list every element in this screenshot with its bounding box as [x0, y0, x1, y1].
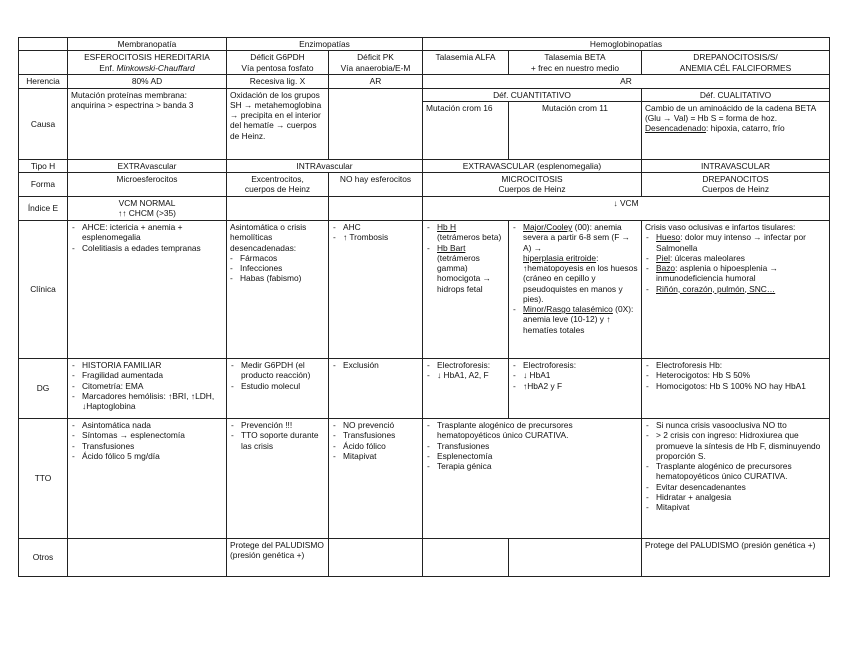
list-item: - AHCE: ictericia + anemia + esplenomegalia	[82, 222, 223, 243]
list-item: - Ácido fólico	[343, 441, 419, 451]
list-item: - AHC	[343, 222, 419, 232]
tto-esferocitosis	[68, 419, 227, 539]
list-item: - Infecciones	[240, 263, 325, 273]
list-item: - Mitapivat	[343, 451, 419, 461]
list-item: - ↑ Trombosis	[343, 232, 419, 242]
col-esferocitosis	[68, 51, 227, 75]
col-talasemia-alfa	[423, 51, 509, 75]
clinica-alfa	[423, 221, 509, 359]
tipoh-drepanocitosis: INTRAVASCULAR	[642, 159, 830, 172]
group-membranopatia: Membranopatía	[68, 38, 227, 51]
list-item: - Transfusiones	[343, 430, 419, 440]
otros-alfa	[423, 539, 509, 577]
list-item: - Trasplante alogénico de precursores hematopoyéticos único CURATIVA.	[437, 420, 638, 441]
forma-talasemias: MICROCITOSIS Cuerpos de Heinz	[423, 173, 642, 197]
list-item: - Riñón, corazón, pulmón, SNC…	[656, 284, 826, 294]
tipoh-enzimopatias: INTRAvascular	[227, 159, 423, 172]
list-item: - Esplenectomía	[437, 451, 638, 461]
dg-esferocitosis	[68, 359, 227, 419]
list-item: - Minor/Rasgo talasémico (0X): anemia leve (10-12) y ↑ hematíes totales	[523, 304, 638, 335]
dg-alfa	[423, 359, 509, 419]
forma-esferocitosis: Microesferocitos	[68, 173, 227, 197]
list-item: - Electroforesis:	[437, 360, 505, 370]
list-item: - Major/Cooley (00): anemia severa a partir 6-8 sem (F → A) → hiperplasia eritroide: ↑hematopoyesis en los huesos (cráneo en cepillo y pseudoquistes en manos y pies).	[523, 222, 638, 304]
clinica-beta	[509, 221, 642, 359]
forma-drepanocitosis: DREPANOCITOS Cuerpos de Heinz	[642, 173, 830, 197]
herencia-pk: AR	[329, 75, 423, 88]
col-talasemia-beta	[509, 51, 642, 75]
list-item: - Bazo: asplenia o hipoesplenia → inmunodeficiencia humoral	[656, 263, 826, 284]
causa-beta: Mutación crom 11	[509, 101, 642, 159]
causa-esferocitosis: Mutación proteínas membrana: anquirina > espectrina > banda 3	[68, 88, 227, 159]
list-item: - Electroforesis:	[523, 360, 638, 370]
forma-pk: NO hay esferocitos	[329, 173, 423, 197]
causa-pk	[329, 88, 423, 159]
row-label-forma: Forma	[19, 173, 68, 197]
col-subtitle: + frec en nuestro medio	[530, 62, 620, 73]
indice-esferocitosis: VCM NORMAL ↑↑ CHCM (>35)	[68, 197, 227, 221]
otros-drepanocitosis: Protege del PALUDISMO (presión genética +)	[642, 539, 830, 577]
list-item: - Hidratar + analgesia	[656, 492, 826, 502]
row-label-herencia: Herencia	[19, 75, 68, 88]
row-label-tto: TTO	[19, 419, 68, 539]
forma-g6pd: Excentrocitos, cuerpos de Heinz	[227, 173, 329, 197]
col-drepanocitosis	[642, 51, 830, 75]
col-title: ESFEROCITOSIS HEREDITARIA	[84, 52, 210, 63]
col-subtitle: ANEMIA CÉL FALCIFORMES	[679, 62, 792, 73]
list-item: - Fragilidad aumentada	[82, 370, 223, 380]
row-label-dg: DG	[19, 359, 68, 419]
col-pk	[329, 51, 423, 75]
list-item: - Heterocigotos: Hb S 50%	[656, 370, 826, 380]
col-title: Déficit G6PDH	[250, 52, 305, 63]
dg-pk	[329, 359, 423, 419]
list-item: - Hb H (tetrámeros beta)	[437, 222, 505, 243]
list-item: - Marcadores hemólisis: ↑BRI, ↑LDH, ↓Haptoglobina	[82, 391, 223, 412]
clinica-drepanocitosis: Crisis vaso oclusivas e infartos tisulares: - Hueso: dolor muy intenso → infectar por Salmonella - Piel: úlceras maleolares - Bazo: asplenia o hipoesplenia → inmunodeficiencia humoral - Riñón, corazón, pulmón, SNC…	[642, 221, 830, 359]
row-label-otros: Otros	[19, 539, 68, 577]
dg-g6pd	[227, 359, 329, 419]
group-hemoglobinopatias: Hemoglobinopatías	[423, 38, 830, 51]
list-item: - > 2 crisis con ingreso: Hidroxiurea que promueve la síntesis de Hb F, disminuyendo proporción S.	[656, 430, 826, 461]
list-item: - Prevención !!!	[241, 420, 325, 430]
otros-g6pd: Protege del PALUDISMO (presión genética +)	[227, 539, 329, 577]
col-title: DREPANOCITOSIS/S/	[693, 52, 778, 63]
clinica-esferocitosis	[68, 221, 227, 359]
indice-g6pd	[227, 197, 329, 221]
indice-pk	[329, 197, 423, 221]
causa-alfa: Mutación crom 16	[423, 101, 509, 159]
list-item: - Asintomática nada	[82, 420, 223, 430]
clinica-pk	[329, 221, 423, 359]
col-title: Déficit PK	[357, 52, 394, 63]
list-item: - Colelitiasis a edades tempranas	[82, 243, 223, 253]
herencia-g6pd: Recesiva lig. X	[227, 75, 329, 88]
col-g6pd	[227, 51, 329, 75]
corner-cell	[19, 38, 68, 51]
col-subtitle: Vía anaerobia/E-M	[340, 62, 411, 73]
clinica-g6pd: Asintomática o crisis hemolíticas desencadenadas: - Fármacos - Infecciones - Habas (fabismo)	[227, 221, 329, 359]
list-item: - TTO soporte durante las crisis	[241, 430, 325, 451]
tto-g6pd	[227, 419, 329, 539]
otros-pk	[329, 539, 423, 577]
herencia-esferocitosis: 80% AD	[68, 75, 227, 88]
list-item: - Trasplante alogénico de precursores hematopoyéticos único CURATIVA.	[656, 461, 826, 482]
row-label-clinica: Clínica	[19, 221, 68, 359]
tipoh-talasemias: EXTRAVASCULAR (esplenomegalia)	[423, 159, 642, 172]
col-title: Talasemia ALFA	[435, 52, 496, 63]
list-item: - Si nunca crisis vasooclusiva NO tto	[656, 420, 826, 430]
group-enzimopatias: Enzimopatías	[227, 38, 423, 51]
dg-beta	[509, 359, 642, 419]
causa-cuantitativo: Déf. CUANTITATIVO	[423, 88, 642, 101]
list-item: - Piel: úlceras maleolares	[656, 253, 826, 263]
col-title: Talasemia BETA	[544, 52, 606, 63]
list-item: - Citometría: EMA	[82, 381, 223, 391]
otros-esferocitosis	[68, 539, 227, 577]
list-item: - Transfusiones	[82, 441, 223, 451]
list-item: - Homocigotos: Hb S 100% NO hay HbA1	[656, 381, 826, 391]
herencia-hemoglobinopatias: AR	[423, 75, 830, 88]
otros-beta	[509, 539, 642, 577]
list-item: - ↑HbA2 y F	[523, 381, 638, 391]
list-item: - Hb Bart (tetrámeros gamma) homocigota → hidrops fetal	[437, 243, 505, 294]
list-item: - Transfusiones	[437, 441, 638, 451]
col-subtitle: Enf. Minkowski-Chauffard	[99, 62, 195, 73]
list-item: - Habas (fabismo)	[240, 273, 325, 283]
list-item: - HISTORIA FAMILIAR	[82, 360, 223, 370]
list-item: - ↓ HbA1	[523, 370, 638, 380]
causa-g6pd: Oxidación de los grupos SH → metahemoglobina → precipita en el interior del hematíe → cuerpos de Heinz.	[227, 88, 329, 159]
list-item: - Medir G6PDH (el producto reacción)	[241, 360, 325, 381]
tto-talasemias	[423, 419, 642, 539]
list-item: - Hueso: dolor muy intenso → infectar por Salmonella	[656, 232, 826, 253]
list-item: - Fármacos	[240, 253, 325, 263]
tto-drepanocitosis	[642, 419, 830, 539]
list-item: - ↓ HbA1, A2, F	[437, 370, 505, 380]
row-label-tipoh: Tipo H	[19, 159, 68, 172]
col-subtitle: Vía pentosa fosfato	[241, 62, 314, 73]
causa-drepanocitosis: Cambio de un aminoácido de la cadena BETA (Glu → Val) = Hb S = forma de hoz. Desencadenado: hipoxia, catarro, frío	[642, 101, 830, 159]
indice-hemoglobinopatias: ↓ VCM	[423, 197, 830, 221]
list-item: - Evitar desencadenantes	[656, 482, 826, 492]
list-item: - Terapia génica	[437, 461, 638, 471]
corner-cell-2	[19, 51, 68, 75]
list-item: - Exclusión	[343, 360, 419, 370]
causa-cualitativo: Déf. CUALITATIVO	[642, 88, 830, 101]
dg-drepanocitosis	[642, 359, 830, 419]
list-item: - NO prevenció	[343, 420, 419, 430]
list-item: - Estudio molecul	[241, 381, 325, 391]
list-item: - Electroforesis Hb:	[656, 360, 826, 370]
comparison-table	[18, 37, 830, 577]
list-item: - Síntomas → esplenectomía	[82, 430, 223, 440]
list-item: - Ácido fólico 5 mg/día	[82, 451, 223, 461]
tto-pk	[329, 419, 423, 539]
tipoh-esferocitosis: EXTRAvascular	[68, 159, 227, 172]
row-label-causa: Causa	[19, 88, 68, 159]
list-item: - Mitapivat	[656, 502, 826, 512]
row-label-indice: Índice E	[19, 197, 68, 221]
